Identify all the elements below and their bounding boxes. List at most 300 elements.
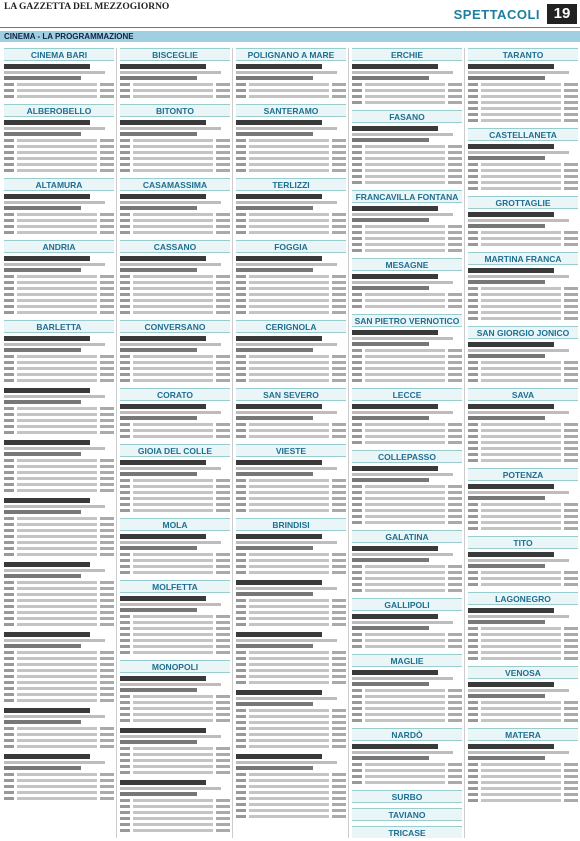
screen-placeholder	[120, 485, 130, 488]
cinema-address-placeholder	[468, 275, 569, 278]
showtime-placeholder	[448, 497, 462, 500]
showtime-placeholder	[332, 657, 346, 660]
showtime-row-placeholder	[352, 700, 462, 705]
film-title-placeholder	[17, 367, 97, 370]
cinema-address-placeholder	[4, 505, 105, 508]
showtime-placeholder	[216, 311, 230, 314]
cinema-listing	[120, 676, 230, 723]
showtime-placeholder	[564, 633, 578, 636]
showtime-placeholder	[216, 373, 230, 376]
showtime-row-placeholder	[468, 526, 578, 531]
showtime-row-placeholder	[4, 580, 114, 585]
showtime-row-placeholder	[4, 418, 114, 423]
film-title-placeholder	[481, 527, 561, 530]
showtime-placeholder	[564, 89, 578, 92]
film-title-placeholder	[17, 593, 97, 596]
showtime-row-placeholder	[468, 650, 578, 655]
film-title-placeholder	[133, 759, 213, 762]
screen-placeholder	[4, 739, 14, 742]
film-title-placeholder	[17, 541, 97, 544]
film-title-placeholder	[17, 361, 97, 364]
showtime-placeholder	[448, 243, 462, 246]
film-title-placeholder	[17, 299, 97, 302]
showtime-row-placeholder	[468, 520, 578, 525]
showtime-row-placeholder	[352, 564, 462, 569]
showtime-row-placeholder	[120, 168, 230, 173]
showtime-placeholder	[332, 287, 346, 290]
programme-date-placeholder	[352, 682, 429, 686]
showtime-row-placeholder	[236, 732, 346, 737]
cinema-listing	[352, 64, 462, 105]
showtime-row-placeholder	[4, 458, 114, 463]
film-title-placeholder	[133, 695, 213, 698]
cinema-listing	[352, 614, 462, 649]
cinema-name-placeholder	[352, 330, 438, 335]
film-title-placeholder	[17, 699, 97, 702]
screen-placeholder	[352, 769, 362, 772]
showtime-row-placeholder	[468, 186, 578, 191]
showtime-placeholder	[100, 459, 114, 462]
showtime-placeholder	[448, 639, 462, 642]
cinema-address-placeholder	[236, 761, 337, 764]
showtime-placeholder	[448, 181, 462, 184]
showtime-placeholder	[564, 83, 578, 86]
screen-placeholder	[352, 423, 362, 426]
screen-placeholder	[4, 145, 14, 148]
cinema-name-placeholder	[236, 632, 322, 637]
screen-placeholder	[4, 281, 14, 284]
showtime-row-placeholder	[352, 576, 462, 581]
showtime-placeholder	[448, 299, 462, 302]
cinema-address-placeholder	[352, 133, 453, 136]
cinema-name-placeholder	[120, 780, 206, 785]
showtime-placeholder	[564, 429, 578, 432]
screen-placeholder	[352, 225, 362, 228]
screen-placeholder	[236, 169, 246, 172]
screen-placeholder	[4, 355, 14, 358]
film-title-placeholder	[133, 615, 213, 618]
screen-placeholder	[120, 759, 130, 762]
screen-placeholder	[468, 571, 478, 574]
showtime-row-placeholder	[468, 428, 578, 433]
programme-date-placeholder	[236, 644, 313, 648]
cinema-name-placeholder	[120, 596, 206, 601]
film-title-placeholder	[365, 225, 445, 228]
showtime-placeholder	[332, 815, 346, 818]
film-title-placeholder	[365, 157, 445, 160]
showtime-placeholder	[216, 95, 230, 98]
screen-placeholder	[120, 423, 130, 426]
showtime-row-placeholder	[236, 778, 346, 783]
screen-placeholder	[236, 479, 246, 482]
film-title-placeholder	[133, 145, 213, 148]
showtime-placeholder	[100, 281, 114, 284]
screen-placeholder	[4, 727, 14, 730]
film-title-placeholder	[365, 175, 445, 178]
cinema-listing	[236, 754, 346, 819]
showtime-row-placeholder	[4, 372, 114, 377]
screen-placeholder	[468, 113, 478, 116]
film-title-placeholder	[481, 627, 561, 630]
film-title-placeholder	[133, 633, 213, 636]
region-header: SAN GIORGIO JONICO	[468, 326, 578, 339]
screen-placeholder	[120, 311, 130, 314]
showtime-placeholder	[216, 811, 230, 814]
film-title-placeholder	[481, 515, 561, 518]
screen-placeholder	[236, 773, 246, 776]
cinema-address-placeholder	[236, 639, 337, 642]
screen-placeholder	[352, 83, 362, 86]
film-title-placeholder	[365, 423, 445, 426]
screen-placeholder	[4, 535, 14, 538]
programme-date-placeholder	[468, 620, 545, 624]
listings-column-1	[4, 48, 114, 838]
film-title-placeholder	[481, 83, 561, 86]
cinema-name-placeholder	[352, 744, 438, 749]
film-title-placeholder	[365, 571, 445, 574]
film-title-placeholder	[133, 423, 213, 426]
cinema-listing	[468, 744, 578, 803]
film-title-placeholder	[481, 187, 561, 190]
showtime-row-placeholder	[468, 304, 578, 309]
showtime-placeholder	[100, 773, 114, 776]
cinema-listing	[120, 404, 230, 439]
showtime-placeholder	[448, 577, 462, 580]
showtime-placeholder	[448, 379, 462, 382]
showtime-placeholder	[448, 485, 462, 488]
cinema-name-placeholder	[468, 744, 554, 749]
screen-placeholder	[120, 305, 130, 308]
showtime-placeholder	[332, 379, 346, 382]
showtime-row-placeholder	[4, 540, 114, 545]
cinema-listing	[468, 64, 578, 123]
showtime-row-placeholder	[4, 534, 114, 539]
showtime-row-placeholder	[120, 286, 230, 291]
screen-placeholder	[4, 139, 14, 142]
screen-placeholder	[236, 611, 246, 614]
film-title-placeholder	[133, 293, 213, 296]
showtime-placeholder	[100, 95, 114, 98]
film-title-placeholder	[365, 695, 445, 698]
film-title-placeholder	[17, 373, 97, 376]
cinema-listing	[352, 670, 462, 723]
showtime-placeholder	[100, 465, 114, 468]
showtime-placeholder	[564, 107, 578, 110]
film-title-placeholder	[133, 621, 213, 624]
cinema-listing	[468, 212, 578, 247]
film-title-placeholder	[481, 169, 561, 172]
screen-placeholder	[120, 281, 130, 284]
showtime-row-placeholder	[4, 366, 114, 371]
film-title-placeholder	[481, 231, 561, 234]
film-title-placeholder	[17, 355, 97, 358]
screen-placeholder	[468, 781, 478, 784]
film-title-placeholder	[365, 781, 445, 784]
film-title-placeholder	[365, 701, 445, 704]
film-title-placeholder	[365, 83, 445, 86]
film-title-placeholder	[249, 367, 329, 370]
cinema-listing	[4, 256, 114, 315]
showtime-placeholder	[448, 521, 462, 524]
showtime-row-placeholder	[352, 718, 462, 723]
showtime-placeholder	[100, 311, 114, 314]
screen-placeholder	[352, 237, 362, 240]
showtime-placeholder	[216, 225, 230, 228]
film-title-placeholder	[249, 225, 329, 228]
showtime-row-placeholder	[352, 144, 462, 149]
film-title-placeholder	[365, 243, 445, 246]
showtime-row-placeholder	[352, 508, 462, 513]
programme-date-placeholder	[236, 592, 313, 596]
showtime-placeholder	[100, 553, 114, 556]
showtime-row-placeholder	[236, 726, 346, 731]
screen-placeholder	[468, 651, 478, 654]
cinema-name-placeholder	[352, 614, 438, 619]
showtime-row-placeholder	[4, 168, 114, 173]
screen-placeholder	[4, 587, 14, 590]
film-title-placeholder	[17, 681, 97, 684]
region-header: BARLETTA	[4, 320, 114, 333]
showtime-placeholder	[100, 581, 114, 584]
showtime-placeholder	[564, 775, 578, 778]
showtime-placeholder	[100, 407, 114, 410]
screen-placeholder	[236, 657, 246, 660]
screen-placeholder	[352, 689, 362, 692]
film-title-placeholder	[365, 429, 445, 432]
showtime-placeholder	[332, 163, 346, 166]
film-title-placeholder	[481, 107, 561, 110]
region-header: MONOPOLI	[120, 660, 230, 673]
programme-date-placeholder	[120, 132, 197, 136]
screen-placeholder	[4, 651, 14, 654]
showtime-row-placeholder	[120, 564, 230, 569]
programme-date-placeholder	[352, 756, 429, 760]
film-title-placeholder	[481, 89, 561, 92]
film-title-placeholder	[481, 793, 561, 796]
showtime-row-placeholder	[120, 150, 230, 155]
screen-placeholder	[468, 175, 478, 178]
screen-placeholder	[120, 747, 130, 750]
showtime-placeholder	[332, 231, 346, 234]
showtime-placeholder	[564, 713, 578, 716]
showtime-placeholder	[332, 709, 346, 712]
showtime-placeholder	[100, 305, 114, 308]
cinema-listing	[4, 708, 114, 749]
cinema-address-placeholder	[468, 559, 569, 562]
cinema-listing	[120, 460, 230, 513]
region-header: SAVA	[468, 388, 578, 401]
showtime-row-placeholder	[468, 162, 578, 167]
cinema-name-placeholder	[120, 728, 206, 733]
showtime-placeholder	[448, 293, 462, 296]
film-title-placeholder	[133, 651, 213, 654]
showtime-placeholder	[216, 299, 230, 302]
film-title-placeholder	[17, 459, 97, 462]
screen-placeholder	[352, 521, 362, 524]
screen-placeholder	[120, 361, 130, 364]
showtime-row-placeholder	[236, 224, 346, 229]
showtime-row-placeholder	[120, 764, 230, 769]
film-title-placeholder	[133, 823, 213, 826]
showtime-row-placeholder	[468, 100, 578, 105]
showtime-placeholder	[332, 739, 346, 742]
cinema-name-placeholder	[4, 562, 90, 567]
showtime-placeholder	[216, 479, 230, 482]
screen-placeholder	[4, 231, 14, 234]
film-title-placeholder	[249, 727, 329, 730]
showtime-row-placeholder	[4, 476, 114, 481]
film-title-placeholder	[249, 509, 329, 512]
showtime-row-placeholder	[352, 88, 462, 93]
screen-placeholder	[352, 509, 362, 512]
film-title-placeholder	[365, 713, 445, 716]
showtime-row-placeholder	[120, 816, 230, 821]
showtime-row-placeholder	[236, 502, 346, 507]
screen-placeholder	[236, 429, 246, 432]
film-title-placeholder	[133, 559, 213, 562]
showtime-placeholder	[332, 423, 346, 426]
showtime-row-placeholder	[236, 372, 346, 377]
programme-date-placeholder	[468, 496, 545, 500]
screen-placeholder	[468, 521, 478, 524]
screen-placeholder	[468, 633, 478, 636]
cinema-listing	[468, 404, 578, 463]
screen-placeholder	[120, 213, 130, 216]
cinema-listing	[120, 64, 230, 99]
film-title-placeholder	[17, 785, 97, 788]
screen-placeholder	[468, 367, 478, 370]
screen-placeholder	[352, 379, 362, 382]
film-title-placeholder	[17, 287, 97, 290]
showtime-placeholder	[564, 571, 578, 574]
showtime-row-placeholder	[236, 598, 346, 603]
screen-placeholder	[236, 95, 246, 98]
showtime-placeholder	[448, 719, 462, 722]
showtime-placeholder	[564, 763, 578, 766]
film-title-placeholder	[133, 829, 213, 832]
screen-placeholder	[120, 805, 130, 808]
listings-column-2	[120, 48, 230, 838]
showtime-placeholder	[332, 651, 346, 654]
showtime-row-placeholder	[236, 772, 346, 777]
film-title-placeholder	[481, 287, 561, 290]
showtime-placeholder	[216, 805, 230, 808]
film-title-placeholder	[17, 657, 97, 660]
cinema-address-placeholder	[120, 343, 221, 346]
screen-placeholder	[120, 719, 130, 722]
showtime-row-placeholder	[120, 828, 230, 833]
showtime-row-placeholder	[4, 698, 114, 703]
cinema-listing	[468, 144, 578, 191]
showtime-placeholder	[448, 583, 462, 586]
screen-placeholder	[120, 225, 130, 228]
showtime-placeholder	[448, 89, 462, 92]
programme-date-placeholder	[352, 342, 429, 346]
film-title-placeholder	[365, 89, 445, 92]
showtime-placeholder	[100, 675, 114, 678]
film-title-placeholder	[481, 503, 561, 506]
programme-date-placeholder	[468, 156, 545, 160]
showtime-placeholder	[216, 163, 230, 166]
showtime-row-placeholder	[120, 378, 230, 383]
film-title-placeholder	[365, 521, 445, 524]
film-title-placeholder	[133, 305, 213, 308]
screen-placeholder	[120, 139, 130, 142]
screen-placeholder	[4, 89, 14, 92]
showtime-row-placeholder	[468, 180, 578, 185]
showtime-row-placeholder	[120, 428, 230, 433]
showtime-row-placeholder	[236, 738, 346, 743]
film-title-placeholder	[17, 311, 97, 314]
showtime-placeholder	[100, 699, 114, 702]
showtime-placeholder	[332, 571, 346, 574]
showtime-placeholder	[100, 605, 114, 608]
film-title-placeholder	[249, 373, 329, 376]
screen-placeholder	[4, 465, 14, 468]
film-title-placeholder	[17, 529, 97, 532]
film-title-placeholder	[17, 651, 97, 654]
showtime-placeholder	[216, 707, 230, 710]
showtime-row-placeholder	[120, 310, 230, 315]
showtime-placeholder	[100, 489, 114, 492]
showtime-row-placeholder	[236, 496, 346, 501]
screen-placeholder	[4, 225, 14, 228]
showtime-row-placeholder	[236, 434, 346, 439]
showtime-row-placeholder	[236, 360, 346, 365]
film-title-placeholder	[481, 435, 561, 438]
film-title-placeholder	[249, 355, 329, 358]
showtime-row-placeholder	[236, 814, 346, 819]
region-header: TARANTO	[468, 48, 578, 61]
screen-placeholder	[120, 479, 130, 482]
showtime-row-placeholder	[352, 588, 462, 593]
showtime-placeholder	[564, 181, 578, 184]
screen-placeholder	[468, 293, 478, 296]
screen-placeholder	[468, 181, 478, 184]
film-title-placeholder	[365, 299, 445, 302]
screen-placeholder	[4, 275, 14, 278]
screen-placeholder	[4, 431, 14, 434]
film-title-placeholder	[365, 163, 445, 166]
programme-date-placeholder	[468, 224, 545, 228]
screen-placeholder	[120, 559, 130, 562]
showtime-row-placeholder	[468, 712, 578, 717]
film-title-placeholder	[17, 483, 97, 486]
film-title-placeholder	[17, 89, 97, 92]
film-title-placeholder	[17, 605, 97, 608]
film-title-placeholder	[249, 429, 329, 432]
cinema-address-placeholder	[236, 587, 337, 590]
screen-placeholder	[4, 611, 14, 614]
cinema-listing	[120, 336, 230, 383]
showtime-placeholder	[448, 175, 462, 178]
screen-placeholder	[4, 675, 14, 678]
cinema-name-placeholder	[4, 388, 90, 393]
cinema-address-placeholder	[120, 263, 221, 266]
screen-placeholder	[468, 163, 478, 166]
screen-placeholder	[236, 281, 246, 284]
screen-placeholder	[4, 419, 14, 422]
screen-placeholder	[352, 589, 362, 592]
showtime-placeholder	[100, 163, 114, 166]
cinema-listing	[236, 632, 346, 685]
showtime-placeholder	[100, 587, 114, 590]
cinema-address-placeholder	[236, 201, 337, 204]
showtime-placeholder	[216, 423, 230, 426]
showtime-row-placeholder	[468, 502, 578, 507]
screen-placeholder	[236, 275, 246, 278]
showtime-row-placeholder	[468, 440, 578, 445]
